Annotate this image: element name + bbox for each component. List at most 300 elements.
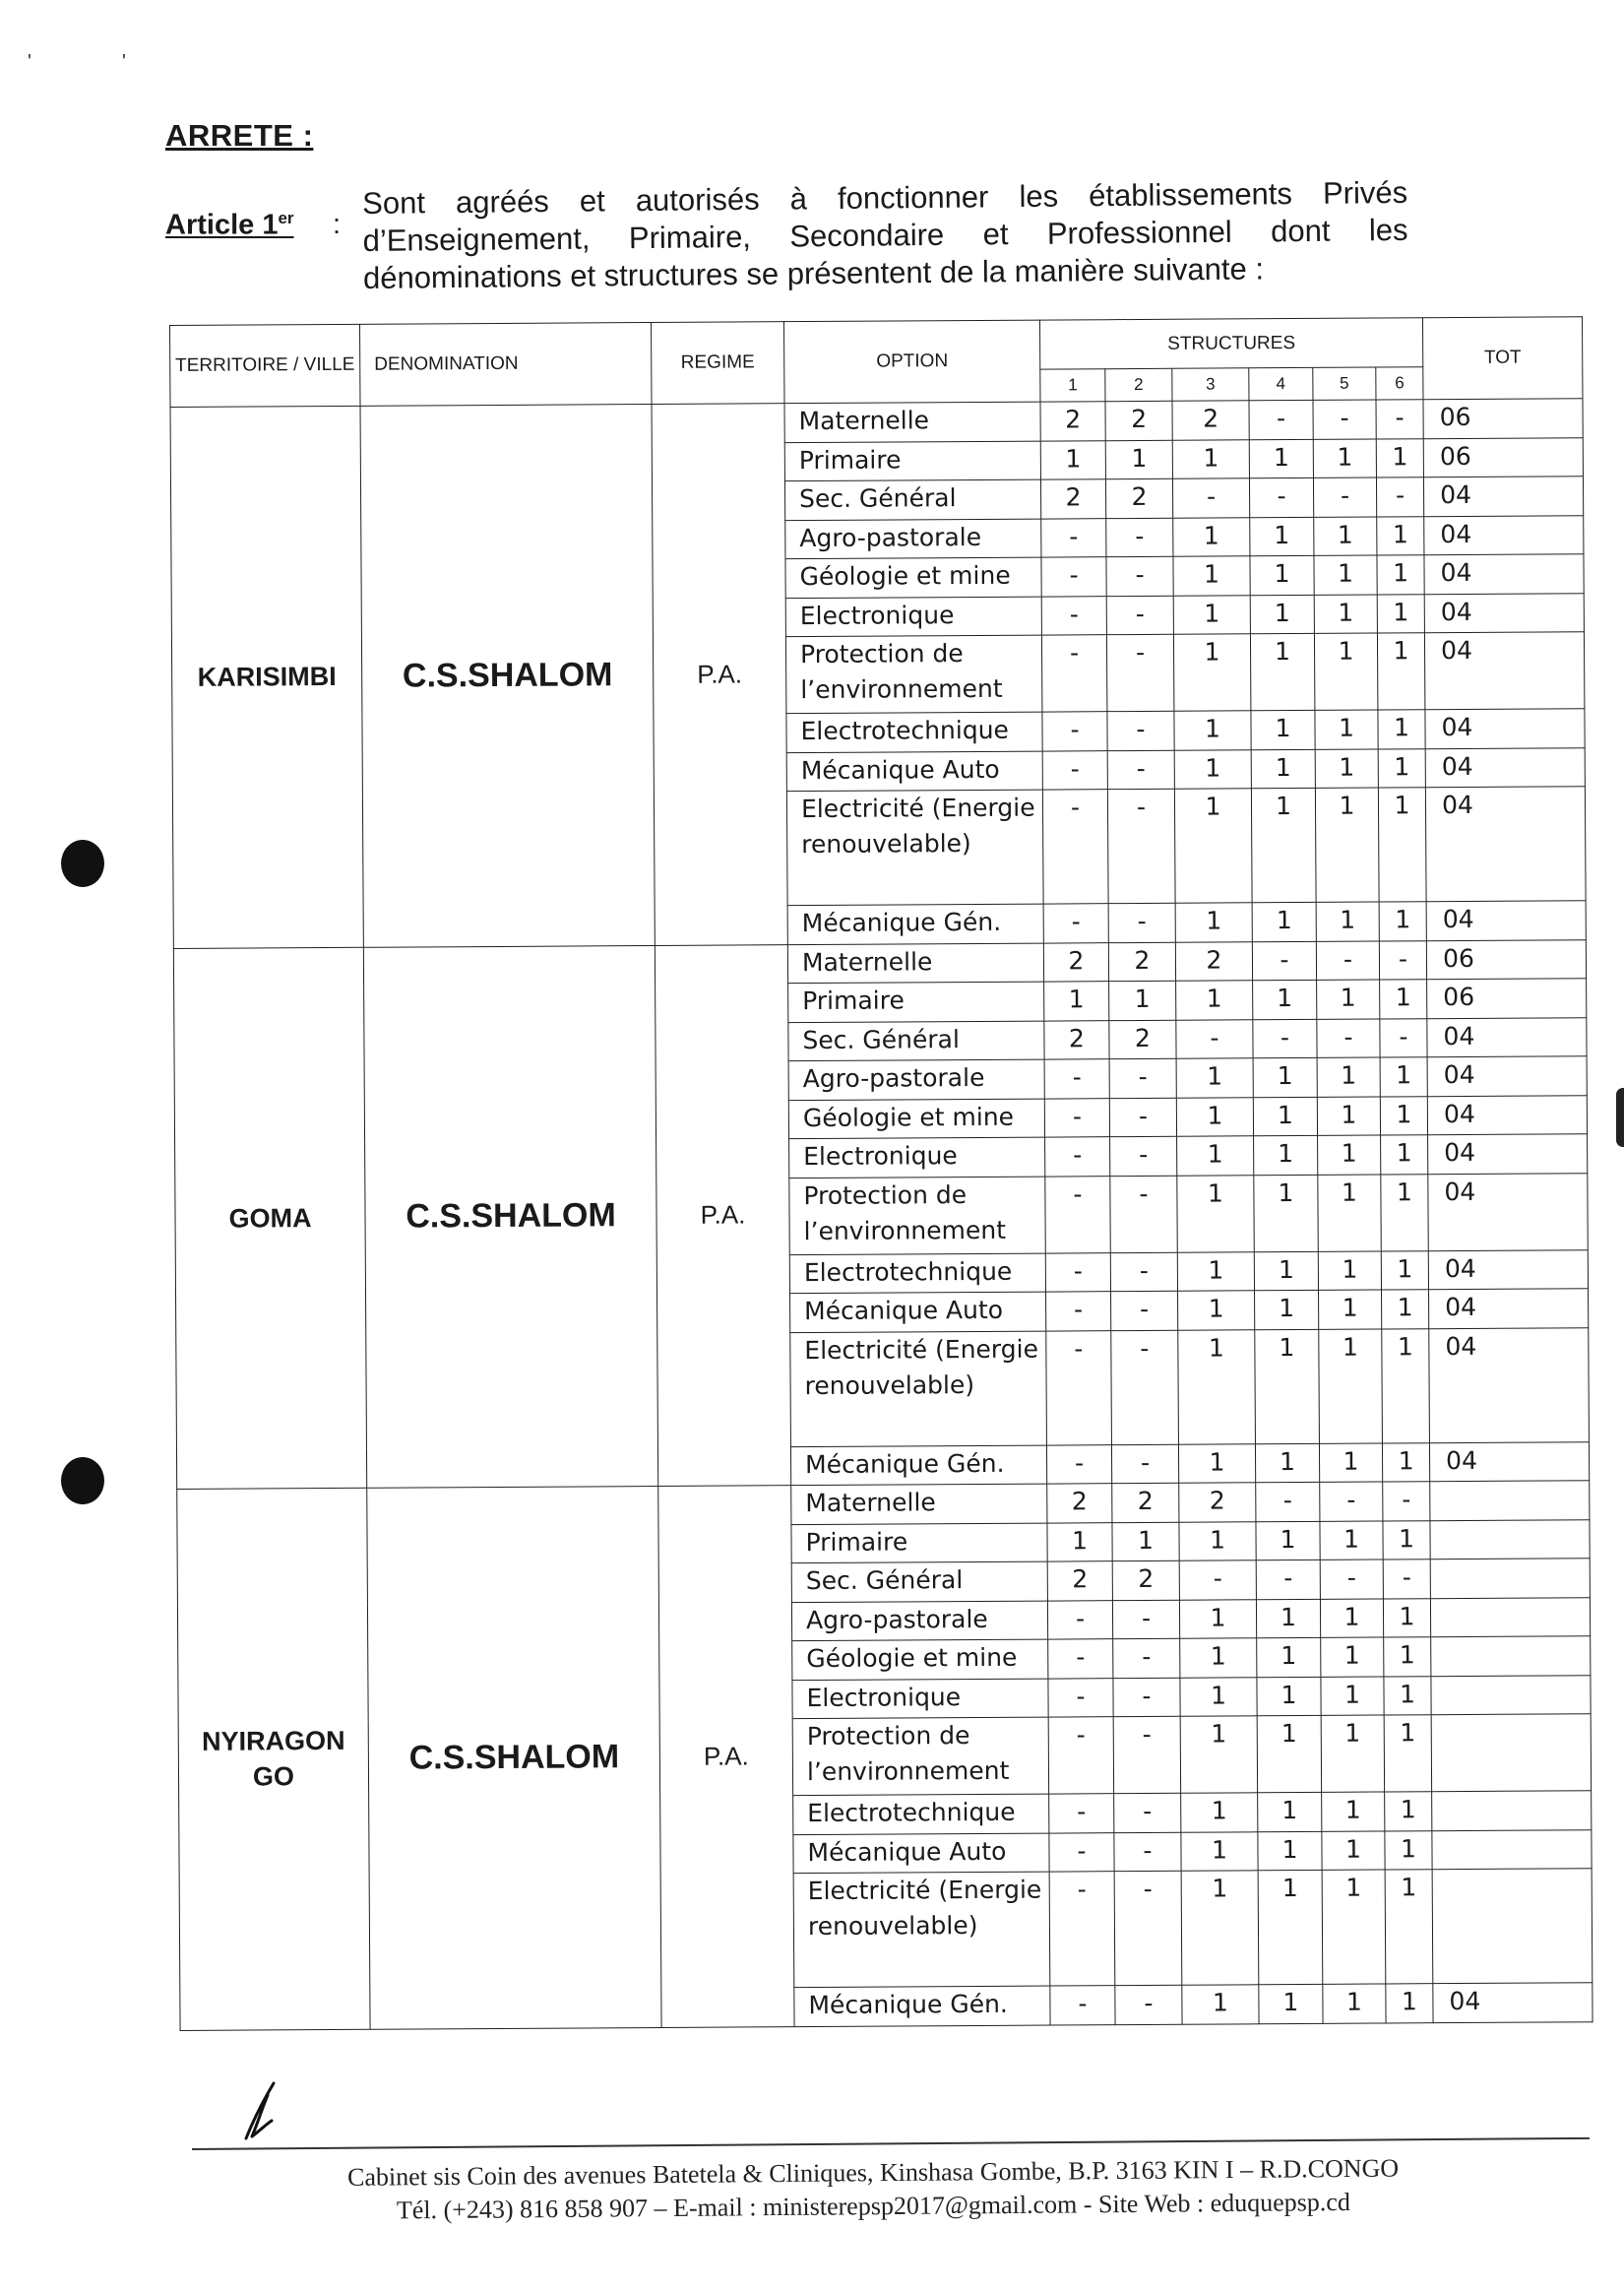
structure-level-5-cell: 1 — [1315, 710, 1378, 749]
structure-level-5-cell: - — [1320, 1560, 1383, 1599]
structure-level-5-cell: 1 — [1319, 1442, 1382, 1482]
structure-level-5-cell: 1 — [1314, 595, 1377, 634]
header-option: OPTION — [783, 320, 1040, 404]
option-cell: Electronique — [785, 597, 1041, 637]
structure-level-4-cell: 1 — [1250, 555, 1314, 595]
structure-level-3-cell: 1 — [1180, 1716, 1257, 1793]
regime-cell-text: P.A. — [703, 1741, 749, 1771]
option-cell: Mécanique Auto — [786, 751, 1042, 792]
structures-table — [169, 316, 1593, 2030]
structure-level-4-cell: 1 — [1255, 1290, 1319, 1329]
structure-level-4-cell: 1 — [1257, 1715, 1321, 1792]
structure-level-1-cell: 2 — [1047, 1561, 1112, 1601]
structure-level-3-cell: 2 — [1172, 401, 1249, 440]
structure-level-1-cell: - — [1045, 1137, 1110, 1177]
structure-level-5-cell: 1 — [1322, 1792, 1385, 1831]
regime-cell-text: P.A. — [700, 1199, 746, 1230]
article-number: Article 1 — [165, 209, 279, 241]
structure-level-4-cell: 1 — [1253, 1097, 1317, 1136]
structure-level-6-cell: 1 — [1380, 1057, 1427, 1097]
territory-cell-text: NYIRAGON GO — [201, 1726, 345, 1792]
tot-cell: 04 — [1424, 632, 1584, 710]
structure-level-3-cell: 1 — [1174, 789, 1252, 903]
header-level-1: 1 — [1040, 369, 1105, 402]
structure-level-4-cell: 1 — [1253, 1057, 1317, 1097]
option-cell: Agro-pastorale — [791, 1601, 1047, 1641]
structure-level-3-cell: 1 — [1177, 1136, 1254, 1176]
structure-level-6-cell: 1 — [1382, 1442, 1429, 1482]
structure-level-1-cell: - — [1043, 904, 1108, 943]
tot-cell — [1431, 1675, 1591, 1714]
structure-level-1-cell: - — [1041, 635, 1106, 712]
structure-level-4-cell: 1 — [1250, 595, 1314, 634]
structure-level-3-cell: 2 — [1175, 941, 1252, 981]
structure-level-1-cell: - — [1041, 518, 1106, 557]
punch-hole — [61, 1457, 104, 1504]
signature-mark — [232, 2075, 301, 2144]
header-structures: STRUCTURES — [1039, 318, 1422, 369]
structure-level-2-cell: - — [1106, 634, 1173, 711]
tot-cell — [1432, 1869, 1593, 1984]
structure-level-6-cell: 1 — [1379, 902, 1426, 941]
article-body: Sont agréés et autorisés à fonctionner les établissements Privés d’Enseignement, Primaire, Secondaire et Professionnel dont les dénominations et structures se présentent de la manière suivante : — [362, 174, 1408, 295]
structure-level-6-cell: 1 — [1385, 1870, 1433, 1984]
structure-level-3-cell: 1 — [1182, 1985, 1259, 2024]
structure-level-4-cell: 1 — [1256, 1521, 1320, 1560]
regime-cell — [652, 404, 787, 945]
structure-level-3-cell: 1 — [1174, 749, 1251, 789]
structure-level-6-cell: 1 — [1381, 1250, 1428, 1290]
structure-level-2-cell: 2 — [1112, 1483, 1179, 1522]
punch-hole — [61, 840, 104, 887]
tot-cell: 04 — [1424, 477, 1584, 516]
structure-level-3-cell: 1 — [1173, 556, 1250, 596]
structure-level-4-cell: 1 — [1258, 1870, 1323, 1984]
option-cell: Mécanique Gén. — [794, 1986, 1050, 2026]
structure-level-4-cell: - — [1256, 1482, 1320, 1521]
footer-divider — [192, 2137, 1590, 2150]
structure-level-4-cell: 1 — [1252, 902, 1316, 941]
denomination-cell — [363, 945, 657, 1488]
territory-cell — [173, 947, 366, 1490]
structure-level-1-cell: - — [1042, 790, 1108, 904]
structure-level-6-cell: - — [1383, 1482, 1430, 1521]
structure-level-2-cell: - — [1110, 1176, 1177, 1252]
structure-level-2-cell: 1 — [1112, 1522, 1179, 1561]
structure-level-3-cell: 2 — [1179, 1483, 1256, 1522]
structure-level-6-cell: 1 — [1378, 710, 1425, 749]
tot-cell: 06 — [1423, 437, 1583, 477]
structure-level-6-cell: 1 — [1381, 1135, 1428, 1175]
structure-level-5-cell: - — [1313, 400, 1376, 439]
structure-level-6-cell: 1 — [1381, 1174, 1429, 1250]
structure-level-6-cell: 1 — [1383, 1520, 1430, 1560]
structure-level-6-cell: 1 — [1382, 1290, 1429, 1329]
structure-level-2-cell: - — [1111, 1330, 1179, 1444]
regime-cell — [655, 944, 790, 1486]
table-body — [170, 399, 1593, 2030]
tot-cell: 04 — [1425, 747, 1585, 787]
structure-level-3-cell: 1 — [1178, 1443, 1255, 1483]
structure-level-5-cell: 1 — [1318, 1174, 1381, 1250]
structure-level-2-cell: - — [1113, 1678, 1180, 1717]
structure-level-4-cell: 1 — [1253, 980, 1317, 1019]
structure-level-4-cell: 1 — [1255, 1329, 1320, 1443]
structure-level-3-cell: 1 — [1173, 517, 1250, 556]
structure-level-2-cell: - — [1110, 1136, 1177, 1176]
structure-level-5-cell: 1 — [1313, 439, 1376, 478]
structure-level-4-cell: 1 — [1250, 517, 1314, 556]
structure-level-3-cell: 1 — [1179, 1521, 1256, 1560]
structure-level-5-cell: - — [1317, 1019, 1380, 1058]
structures-table-wrapper — [169, 316, 1593, 2069]
structure-level-1-cell: - — [1045, 1252, 1110, 1292]
structure-level-6-cell: 1 — [1384, 1676, 1431, 1715]
structure-level-6-cell: 1 — [1384, 1715, 1432, 1792]
structure-level-5-cell: 1 — [1315, 749, 1378, 789]
option-cell: Maternelle — [787, 943, 1043, 984]
option-cell: Protection de l’environnement — [789, 1177, 1045, 1255]
structure-level-2-cell: 2 — [1112, 1560, 1179, 1600]
option-cell: Géologie et mine — [788, 1099, 1044, 1139]
structure-level-2-cell: 2 — [1109, 1020, 1176, 1059]
structure-level-5-cell: 1 — [1322, 1870, 1386, 1984]
tot-cell — [1430, 1481, 1590, 1520]
article-label — [165, 209, 294, 242]
structure-level-3-cell: 1 — [1175, 903, 1252, 942]
structure-level-2-cell: 2 — [1105, 478, 1172, 518]
denomination-cell — [360, 405, 655, 947]
binding-mark — [1616, 1088, 1624, 1147]
structure-level-3-cell: 1 — [1177, 1175, 1254, 1251]
structure-level-2-cell: - — [1114, 1871, 1182, 1985]
tot-cell — [1431, 1714, 1591, 1792]
article-text — [362, 174, 1408, 297]
structure-level-5-cell: 1 — [1314, 517, 1377, 556]
option-cell: Electricité (Energie renouvelable) — [790, 1331, 1047, 1447]
structure-level-3-cell: - — [1176, 1019, 1253, 1058]
structure-level-4-cell: 1 — [1254, 1251, 1318, 1291]
structure-level-1-cell: - — [1049, 1872, 1115, 1986]
header-level-6: 6 — [1376, 367, 1423, 400]
tot-cell: 04 — [1429, 1289, 1589, 1328]
structure-level-3-cell: 1 — [1178, 1329, 1256, 1443]
structure-level-5-cell: 1 — [1320, 1520, 1383, 1560]
structure-level-6-cell: 1 — [1380, 1096, 1427, 1135]
territory-cell-text: GOMA — [228, 1202, 312, 1234]
structure-level-2-cell: - — [1109, 1058, 1176, 1098]
option-cell: Protection de l’environnement — [792, 1717, 1048, 1796]
option-cell: Mécanique Gén. — [787, 904, 1043, 944]
structure-level-1-cell: - — [1042, 750, 1107, 790]
structure-level-4-cell: 1 — [1250, 633, 1314, 710]
structure-level-1-cell: - — [1044, 1059, 1109, 1099]
structure-level-4-cell: - — [1253, 1019, 1317, 1058]
header-level-2: 2 — [1105, 368, 1172, 401]
structure-level-5-cell: 1 — [1317, 980, 1380, 1019]
structure-level-4-cell: - — [1256, 1560, 1320, 1599]
structure-level-1-cell: 1 — [1040, 440, 1105, 479]
structure-level-2-cell: - — [1111, 1291, 1178, 1330]
structure-level-1-cell: - — [1048, 1678, 1113, 1717]
structure-level-5-cell: 1 — [1319, 1290, 1382, 1329]
structure-level-2-cell: - — [1114, 1832, 1181, 1872]
structure-level-2-cell: - — [1106, 556, 1173, 596]
structure-level-1-cell: - — [1041, 596, 1106, 635]
structure-level-4-cell: 1 — [1258, 1792, 1322, 1831]
structure-level-6-cell: - — [1380, 1018, 1427, 1057]
structure-level-6-cell: 1 — [1378, 748, 1425, 788]
tot-cell: 04 — [1433, 1983, 1593, 2022]
article-colon: : — [333, 209, 342, 240]
option-cell: Primaire — [791, 1523, 1047, 1563]
structure-level-1-cell: - — [1048, 1717, 1113, 1794]
structure-level-4-cell: - — [1249, 478, 1313, 517]
structure-level-4-cell: 1 — [1257, 1637, 1321, 1677]
structure-level-3-cell: 1 — [1181, 1793, 1258, 1832]
tot-cell — [1431, 1636, 1591, 1676]
structure-level-2-cell: - — [1106, 596, 1173, 635]
structure-level-5-cell: 1 — [1314, 555, 1377, 595]
structure-level-2-cell: - — [1109, 1098, 1176, 1137]
denomination-cell-text: C.S.SHALOM — [408, 1737, 620, 1777]
tot-cell: 04 — [1424, 515, 1584, 554]
structure-level-4-cell: 1 — [1256, 1599, 1320, 1638]
structure-level-6-cell: 1 — [1377, 555, 1424, 595]
structure-level-5-cell: - — [1316, 941, 1379, 981]
territory-cell — [170, 406, 363, 948]
structure-level-5-cell: 1 — [1314, 633, 1377, 710]
structure-level-5-cell: 1 — [1317, 1096, 1380, 1135]
structure-level-5-cell: 1 — [1317, 1057, 1380, 1097]
structure-level-6-cell: 1 — [1385, 1830, 1432, 1870]
structure-level-2-cell: - — [1110, 1252, 1177, 1292]
structure-level-2-cell: - — [1107, 789, 1175, 903]
structure-level-6-cell: 1 — [1384, 1637, 1431, 1677]
option-cell: Electronique — [789, 1137, 1045, 1178]
tot-cell — [1430, 1597, 1590, 1636]
structure-level-3-cell: 1 — [1181, 1831, 1258, 1871]
structure-level-2-cell: - — [1115, 1985, 1182, 2024]
structure-level-2-cell: - — [1111, 1444, 1178, 1484]
structure-level-5-cell: 1 — [1316, 902, 1379, 941]
structure-level-1-cell: 2 — [1044, 1020, 1109, 1059]
option-cell: Mécanique Gén. — [790, 1445, 1046, 1486]
structure-level-3-cell: 1 — [1176, 1097, 1253, 1136]
structure-level-2-cell: - — [1113, 1716, 1180, 1793]
structure-level-2-cell: - — [1114, 1793, 1181, 1832]
option-cell: Agro-pastorale — [785, 519, 1041, 559]
structure-level-2-cell: 2 — [1108, 942, 1175, 982]
option-cell: Electrotechnique — [789, 1253, 1045, 1294]
structure-level-5-cell: 1 — [1315, 788, 1379, 902]
structure-level-5-cell: 1 — [1319, 1328, 1383, 1442]
tot-cell: 04 — [1427, 1095, 1587, 1134]
regime-cell-text: P.A. — [697, 659, 743, 689]
structure-level-2-cell: - — [1112, 1600, 1179, 1639]
structure-level-6-cell: 1 — [1378, 788, 1426, 902]
structure-level-3-cell: 1 — [1176, 981, 1253, 1020]
structure-level-6-cell: 1 — [1385, 1792, 1432, 1831]
structure-level-4-cell: 1 — [1255, 1443, 1319, 1483]
option-cell: Electrotechnique — [786, 712, 1042, 752]
option-cell: Electricité (Energie renouvelable) — [786, 790, 1043, 906]
structure-level-1-cell: - — [1048, 1639, 1113, 1679]
structure-level-6-cell: - — [1376, 400, 1423, 439]
option-cell: Sec. Général — [788, 1021, 1044, 1061]
structure-level-4-cell: - — [1249, 400, 1313, 439]
structure-level-6-cell: 1 — [1377, 516, 1424, 555]
structure-level-6-cell: 1 — [1380, 980, 1427, 1019]
header-level-3: 3 — [1172, 368, 1249, 401]
footer-address: Cabinet sis Coin des avenues Batetela & Cliniques, Kinshasa Gombe, B.P. 3163 KIN I – R.D.CONGO — [346, 2153, 1400, 2192]
tot-cell: 04 — [1428, 1173, 1588, 1250]
structure-level-4-cell: - — [1252, 941, 1316, 981]
tot-cell: 04 — [1428, 1249, 1588, 1289]
structure-level-4-cell: 1 — [1259, 1984, 1323, 2023]
structure-level-3-cell: - — [1172, 478, 1249, 518]
header-regime: REGIME — [651, 322, 784, 405]
structure-level-3-cell: - — [1179, 1560, 1256, 1600]
tot-cell — [1430, 1519, 1590, 1559]
structure-level-1-cell: 1 — [1044, 982, 1109, 1021]
structure-level-5-cell: 1 — [1321, 1715, 1384, 1792]
option-cell: Primaire — [788, 982, 1044, 1022]
tot-cell: 04 — [1429, 1327, 1590, 1442]
structure-level-1-cell: - — [1041, 557, 1106, 597]
tot-cell: 06 — [1423, 399, 1583, 438]
header-level-5: 5 — [1313, 367, 1376, 400]
structure-level-5-cell: 1 — [1320, 1598, 1383, 1637]
structure-level-3-cell: 1 — [1180, 1677, 1257, 1716]
tot-cell: 04 — [1426, 901, 1586, 940]
structure-level-2-cell: - — [1108, 903, 1175, 942]
option-cell: Géologie et mine — [785, 557, 1041, 598]
structure-level-3-cell: 1 — [1172, 439, 1249, 478]
structure-level-1-cell: 2 — [1043, 942, 1108, 982]
tot-cell: 04 — [1427, 1017, 1587, 1056]
structure-level-1-cell: - — [1042, 712, 1107, 751]
structure-level-3-cell: 1 — [1177, 1251, 1254, 1291]
tot-cell: 04 — [1425, 787, 1586, 902]
structure-level-1-cell: 2 — [1040, 479, 1105, 519]
structure-level-5-cell: - — [1313, 478, 1376, 517]
structure-level-5-cell: 1 — [1321, 1637, 1384, 1677]
structure-level-3-cell: 1 — [1181, 1871, 1259, 1985]
option-cell: Sec. Général — [784, 479, 1040, 520]
structure-level-2-cell: - — [1107, 711, 1174, 750]
structure-level-4-cell: 1 — [1251, 788, 1316, 902]
tot-cell: 04 — [1424, 554, 1584, 594]
tot-cell — [1432, 1829, 1592, 1869]
structure-level-3-cell: 1 — [1180, 1638, 1257, 1678]
structure-level-5-cell: - — [1320, 1482, 1383, 1521]
structure-level-1-cell: - — [1049, 1832, 1114, 1872]
denomination-cell-text: C.S.SHALOM — [402, 656, 613, 695]
structure-level-4-cell: 1 — [1249, 439, 1313, 478]
header-tot: TOT — [1423, 317, 1584, 400]
structure-level-1-cell: - — [1046, 1292, 1111, 1331]
header-level-4: 4 — [1249, 367, 1313, 400]
option-cell: Electronique — [792, 1679, 1048, 1719]
denomination-cell — [367, 1486, 661, 2028]
tot-cell: 04 — [1424, 593, 1584, 632]
regime-cell — [658, 1486, 794, 2027]
option-cell: Electrotechnique — [793, 1794, 1049, 1834]
structure-level-6-cell: 1 — [1376, 438, 1423, 478]
option-cell: Agro-pastorale — [788, 1059, 1044, 1100]
territory-cell — [177, 1488, 370, 2030]
option-cell: Primaire — [784, 441, 1040, 481]
structure-level-1-cell: 1 — [1047, 1522, 1112, 1561]
structure-level-6-cell: - — [1383, 1560, 1430, 1599]
tot-cell: 06 — [1427, 979, 1587, 1018]
structure-level-6-cell: 1 — [1386, 1984, 1433, 2023]
structure-level-2-cell: - — [1107, 750, 1174, 790]
structure-level-2-cell: 2 — [1105, 401, 1172, 440]
structure-level-3-cell: 1 — [1173, 595, 1250, 634]
structure-level-2-cell: 1 — [1105, 440, 1172, 479]
header-denomination: DENOMINATION — [359, 323, 652, 407]
structure-level-1-cell: 2 — [1040, 402, 1105, 441]
option-cell: Mécanique Auto — [790, 1292, 1046, 1332]
header-territory: TERRITOIRE / VILLE — [170, 324, 361, 407]
structure-level-2-cell: - — [1106, 518, 1173, 557]
article-sup: er — [278, 209, 294, 227]
structure-level-5-cell: 1 — [1323, 1984, 1386, 2023]
option-cell: Maternelle — [784, 402, 1040, 442]
scan-mark: ' — [122, 51, 126, 73]
structure-level-1-cell: - — [1044, 1098, 1109, 1137]
structure-level-6-cell: 1 — [1383, 1598, 1430, 1637]
structure-level-4-cell: 1 — [1257, 1677, 1321, 1716]
structure-level-6-cell: 1 — [1377, 633, 1425, 710]
structure-level-6-cell: - — [1376, 478, 1423, 517]
structure-level-1-cell: 2 — [1047, 1484, 1112, 1523]
tot-cell: 04 — [1430, 1441, 1590, 1481]
structure-level-4-cell: 1 — [1254, 1135, 1318, 1175]
tot-cell: 06 — [1426, 939, 1586, 979]
structure-level-3-cell: 1 — [1173, 634, 1250, 711]
footer — [219, 2150, 1529, 2229]
structure-level-4-cell: 1 — [1254, 1175, 1318, 1251]
structure-level-5-cell: 1 — [1321, 1676, 1384, 1715]
option-cell: Mécanique Auto — [793, 1833, 1049, 1874]
structure-level-5-cell: 1 — [1322, 1830, 1385, 1870]
heading-arrete: ARRETE : — [165, 118, 314, 153]
structure-level-6-cell: - — [1379, 940, 1426, 980]
structure-level-3-cell: 1 — [1178, 1291, 1255, 1330]
denomination-cell-text: C.S.SHALOM — [406, 1196, 616, 1236]
structure-level-5-cell: 1 — [1318, 1135, 1381, 1175]
structure-level-3-cell: 1 — [1174, 711, 1251, 750]
structure-level-3-cell: 1 — [1176, 1058, 1253, 1098]
structure-level-3-cell: 1 — [1179, 1599, 1256, 1638]
scan-mark: ' — [28, 51, 31, 73]
option-cell: Maternelle — [791, 1484, 1047, 1524]
tot-cell — [1430, 1559, 1590, 1598]
structure-level-2-cell: 1 — [1109, 981, 1176, 1020]
option-cell: Géologie et mine — [792, 1639, 1048, 1680]
structure-level-4-cell: 1 — [1251, 749, 1315, 789]
footer-contact: Tél. (+243) 816 858 907 – E-mail : ministerepsp2017@gmail.com - Site Web : eduquepsp.cd — [396, 2187, 1351, 2225]
structure-level-2-cell: - — [1113, 1638, 1180, 1678]
option-cell: Electricité (Energie renouvelable) — [793, 1872, 1050, 1988]
tot-cell: 04 — [1428, 1134, 1588, 1174]
structure-level-1-cell: - — [1046, 1444, 1111, 1484]
structure-level-5-cell: 1 — [1318, 1250, 1381, 1290]
option-cell: Sec. Général — [791, 1561, 1047, 1602]
